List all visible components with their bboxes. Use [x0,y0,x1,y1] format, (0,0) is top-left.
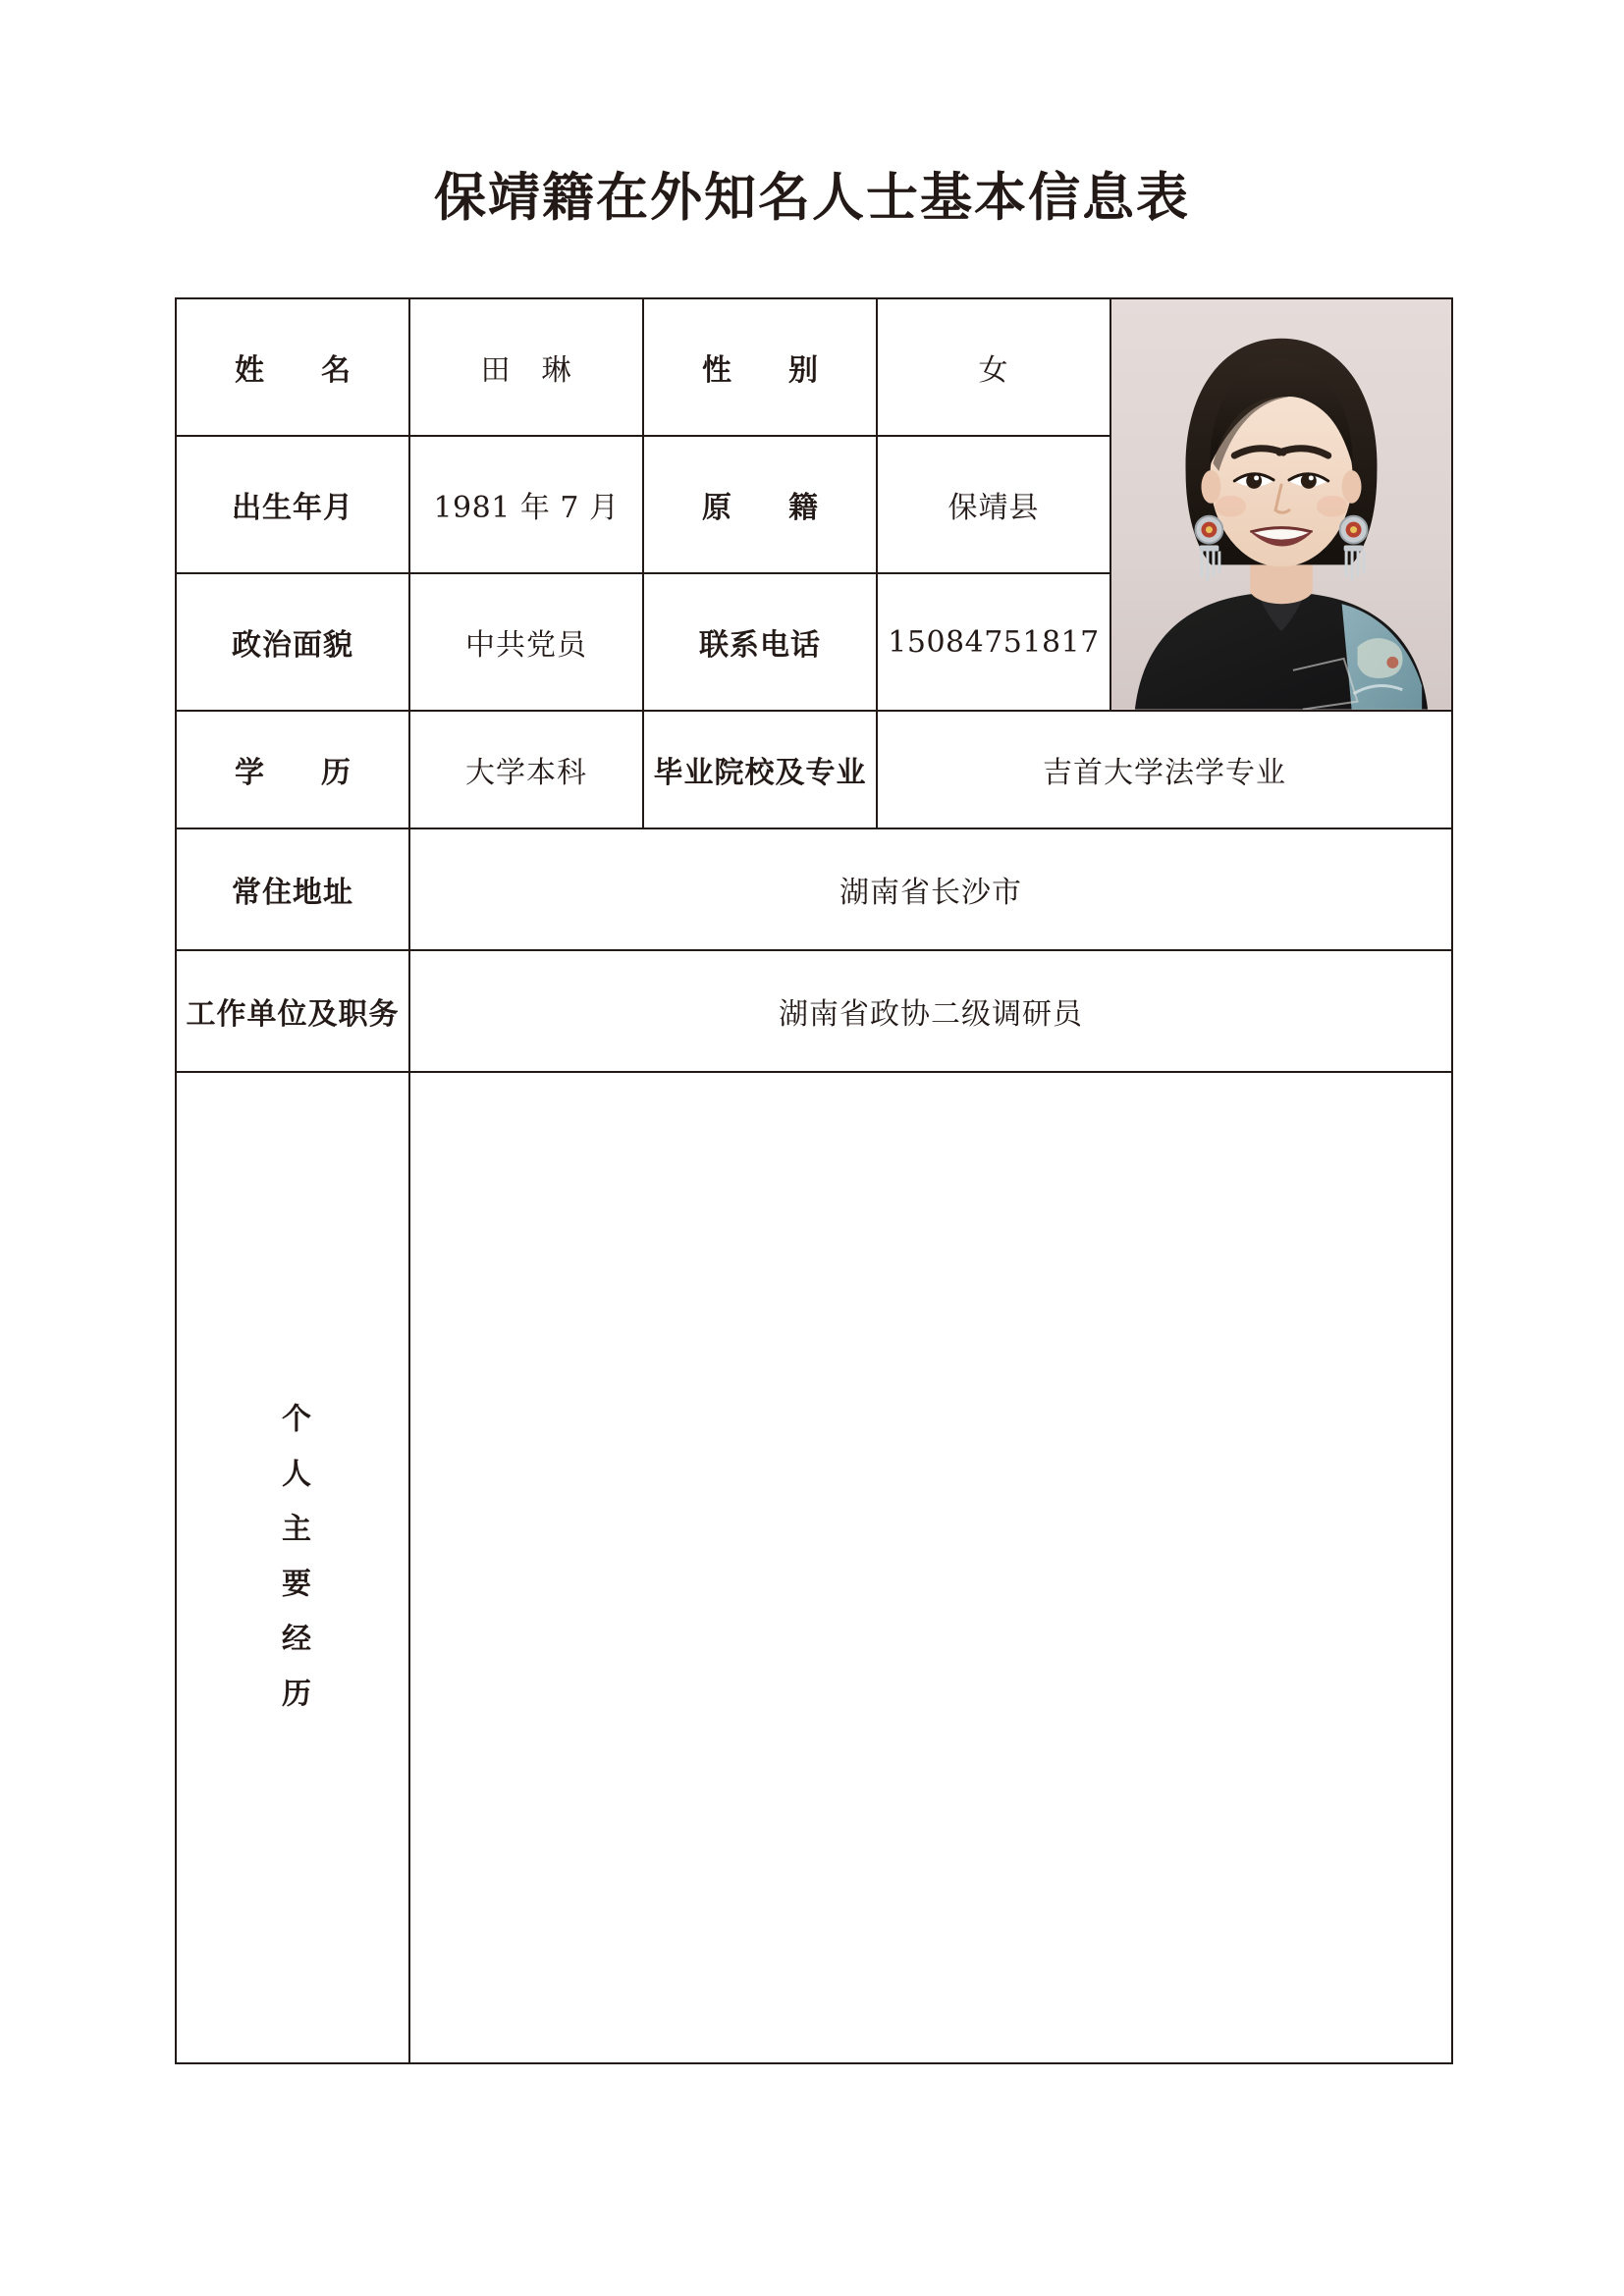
label-phone: 联系电话 [643,573,877,711]
value-work-unit-position: 湖南省政协二级调研员 [409,950,1452,1072]
label-personal-experience-cell [176,1072,409,2063]
table-row [176,1072,1452,2063]
portrait-photo [1111,299,1451,710]
value-gender: 女 [877,298,1110,436]
label-name: 姓 名 [176,298,409,436]
label-birth-date: 出生年月 [176,436,409,573]
table-row [176,828,1452,950]
value-native-place: 保靖县 [877,436,1110,573]
label-work-unit-position: 工作单位及职务 [176,950,409,1072]
value-school-major: 吉首大学法学专业 [877,711,1452,828]
value-personal-experience-cell[interactable] [409,1072,1452,2063]
label-permanent-address: 常住地址 [176,828,409,950]
label-gender: 性 别 [643,298,877,436]
value-name: 田 琳 [409,298,643,436]
value-education: 大学本科 [409,711,643,828]
value-phone: 15084751817 [877,573,1110,711]
value-permanent-address: 湖南省长沙市 [409,828,1452,950]
vertical-label-wrapper [177,1403,408,1733]
label-personal-experience: 个人主要经历 [276,1403,310,1733]
label-political-status: 政治面貌 [176,573,409,711]
table-row [176,711,1452,828]
label-education: 学 历 [176,711,409,828]
page-title: 保靖籍在外知名人士基本信息表 [434,167,1190,228]
value-personal-experience [410,1550,1451,1585]
label-school-major: 毕业院校及专业 [643,711,877,828]
label-native-place: 原 籍 [643,436,877,573]
value-birth-date: 1981 年 7 月 [409,436,643,573]
value-political-status: 中共党员 [409,573,643,711]
table-row [176,298,1452,436]
table-row [176,950,1452,1072]
portrait-photo-cell [1110,298,1452,711]
personal-info-table [175,297,1453,2064]
